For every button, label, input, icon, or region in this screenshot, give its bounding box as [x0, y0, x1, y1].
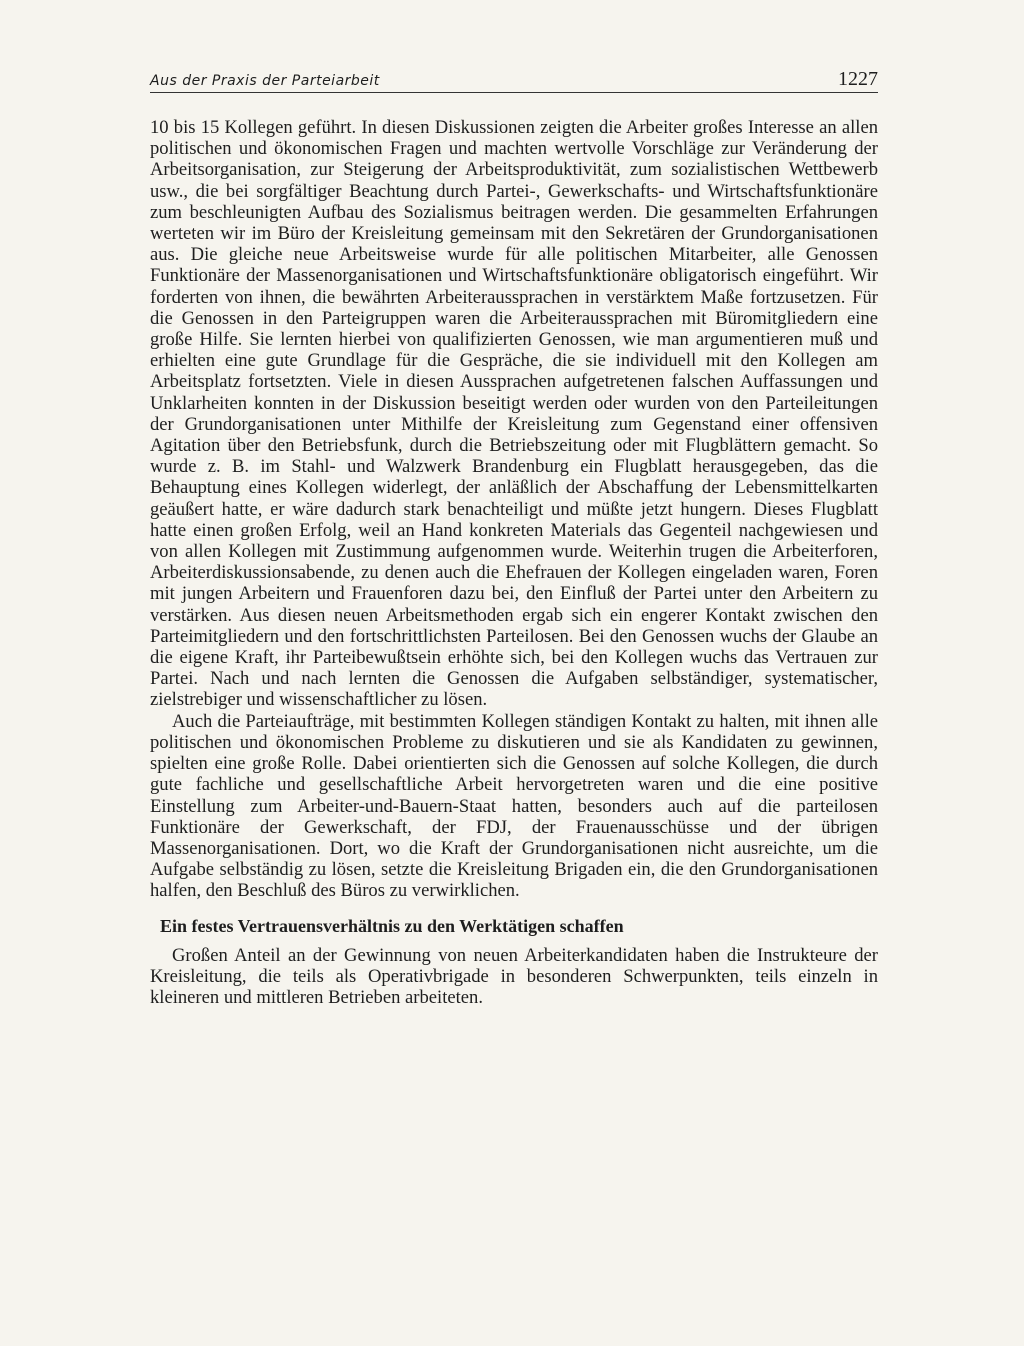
document-page — [150, 60, 878, 1008]
page-number: 1227 — [838, 68, 878, 90]
page-body — [150, 117, 878, 1008]
paragraph-1: 10 bis 15 Kollegen geführt. In diesen Diskussionen zeigten die Arbeiter großes Interesse an allen politischen und ökonomischen Fragen und machten wertvolle Vorschläge zur Veränderung der Arbeitsorganisation, zur Steigerung der Arbeitsproduktivität, zum sozialistischen Wettbewerb usw., die bei sorgfältiger Beachtung durch Partei-, Gewerkschafts- und Wirtschaftsfunktionäre zum beschleunigten Aufbau des Sozialismus beitragen werden. Die gesammelten Erfahrungen werteten wir im Büro der Kreisleitung gemeinsam mit den Sekretären der Grundorganisationen aus. Die gleiche neue Arbeitsweise wurde für alle politischen Mitarbeiter, alle Genossen Funktionäre der Massenorganisationen und Wirtschaftsfunktionäre obligatorisch eingeführt. Wir forderten von ihnen, die bewährten Arbeiteraussprachen in verstärktem Maße fortzusetzen. Für die Genossen in den Parteigruppen waren die Arbeiteraussprachen mit Büromitgliedern eine große Hilfe. Sie lernten hierbei von qualifizierten Genossen, wie man argumentieren muß und erhielten eine gute Grundlage für die Gespräche, die sie individuell mit den Kollegen am Arbeitsplatz fortsetzten. Viele in diesen Aussprachen aufgetretenen falschen Auffassungen und Unklarheiten konnten in der Diskussion beseitigt werden oder wurden von den Parteileitungen der Grundorganisationen unter Mithilfe der Kreisleitung zum Gegenstand einer offensiven Agitation über den Betriebsfunk, durch die Betriebszeitung oder mit Flugblättern gemacht. So wurde z. B. im Stahl- und Walzwerk Brandenburg ein Flugblatt herausgegeben, das die Behauptung eines Kollegen widerlegt, der anläßlich der Abschaffung der Lebensmittelkarten geäußert hatte, er wäre dadurch stark benachteiligt und müßte jetzt hungern. Dieses Flugblatt hatte einen großen Erfolg, weil an Hand konkreten Materials das Gegenteil nachgewiesen und von allen Kollegen mit Zustimmung aufgenommen wurde. Weiterhin trugen die Arbeiterforen, Arbeiterdiskussionsabende, zu denen auch die Ehefrauen der Kollegen eingeladen waren, Foren mit jungen Arbeitern und Frauenforen dazu bei, den Einfluß der Partei unter den Arbeitern zu verstärken. Aus diesen neuen Arbeitsmethoden ergab sich ein engerer Kontakt zwischen den Parteimitgliedern und den fortschrittlichsten Parteilosen. Bei den Genossen wuchs der Glaube an die eigene Kraft, ihr Parteibewußtsein erhöhte sich, bei den Kollegen wuchs das Vertrauen zur Partei. Nach und nach lernten die Genossen die Aufgaben selbständiger, systematischer, zielstrebiger und wissenschaftlicher zu lösen. — [150, 117, 878, 711]
page-header — [150, 60, 878, 93]
paragraph-2: Auch die Parteiaufträge, mit bestimmten Kollegen ständigen Kontakt zu halten, mit ihnen alle politischen und ökonomischen Probleme zu diskutieren und sie als Kandidaten zu gewinnen, spielten eine große Rolle. Dabei orientierten sich die Genossen auf solche Kollegen, die durch gute fachliche und gesellschaftliche Arbeit hervorgetreten waren und die eine positive Einstellung zum Arbeiter-und-Bauern-Staat hatten, besonders auch auf die parteilosen Funktionäre der Gewerkschaft, der FDJ, der Frauenausschüsse und der übrigen Massenorganisationen. Dort, wo die Kraft der Grundorganisationen nicht ausreichte, um die Aufgabe selbständig zu lösen, setzte die Kreisleitung Brigaden ein, die den Grundorganisationen halfen, den Beschluß des Büros zu verwirklichen. — [150, 710, 878, 902]
running-head: Aus der Praxis der Parteiarbeit — [150, 73, 380, 89]
section-heading: Ein festes Vertrauensverhältnis zu den Werktätigen schaffen — [160, 915, 624, 936]
paragraph-3: Großen Anteil an der Gewinnung von neuen Arbeiterkandidaten haben die Instrukteure der Kreisleitung, die teils als Operativbrigade in besonderen Schwerpunkten, teils einzeln in kleineren und mittleren Betrieben arbeiteten. — [150, 944, 878, 1008]
